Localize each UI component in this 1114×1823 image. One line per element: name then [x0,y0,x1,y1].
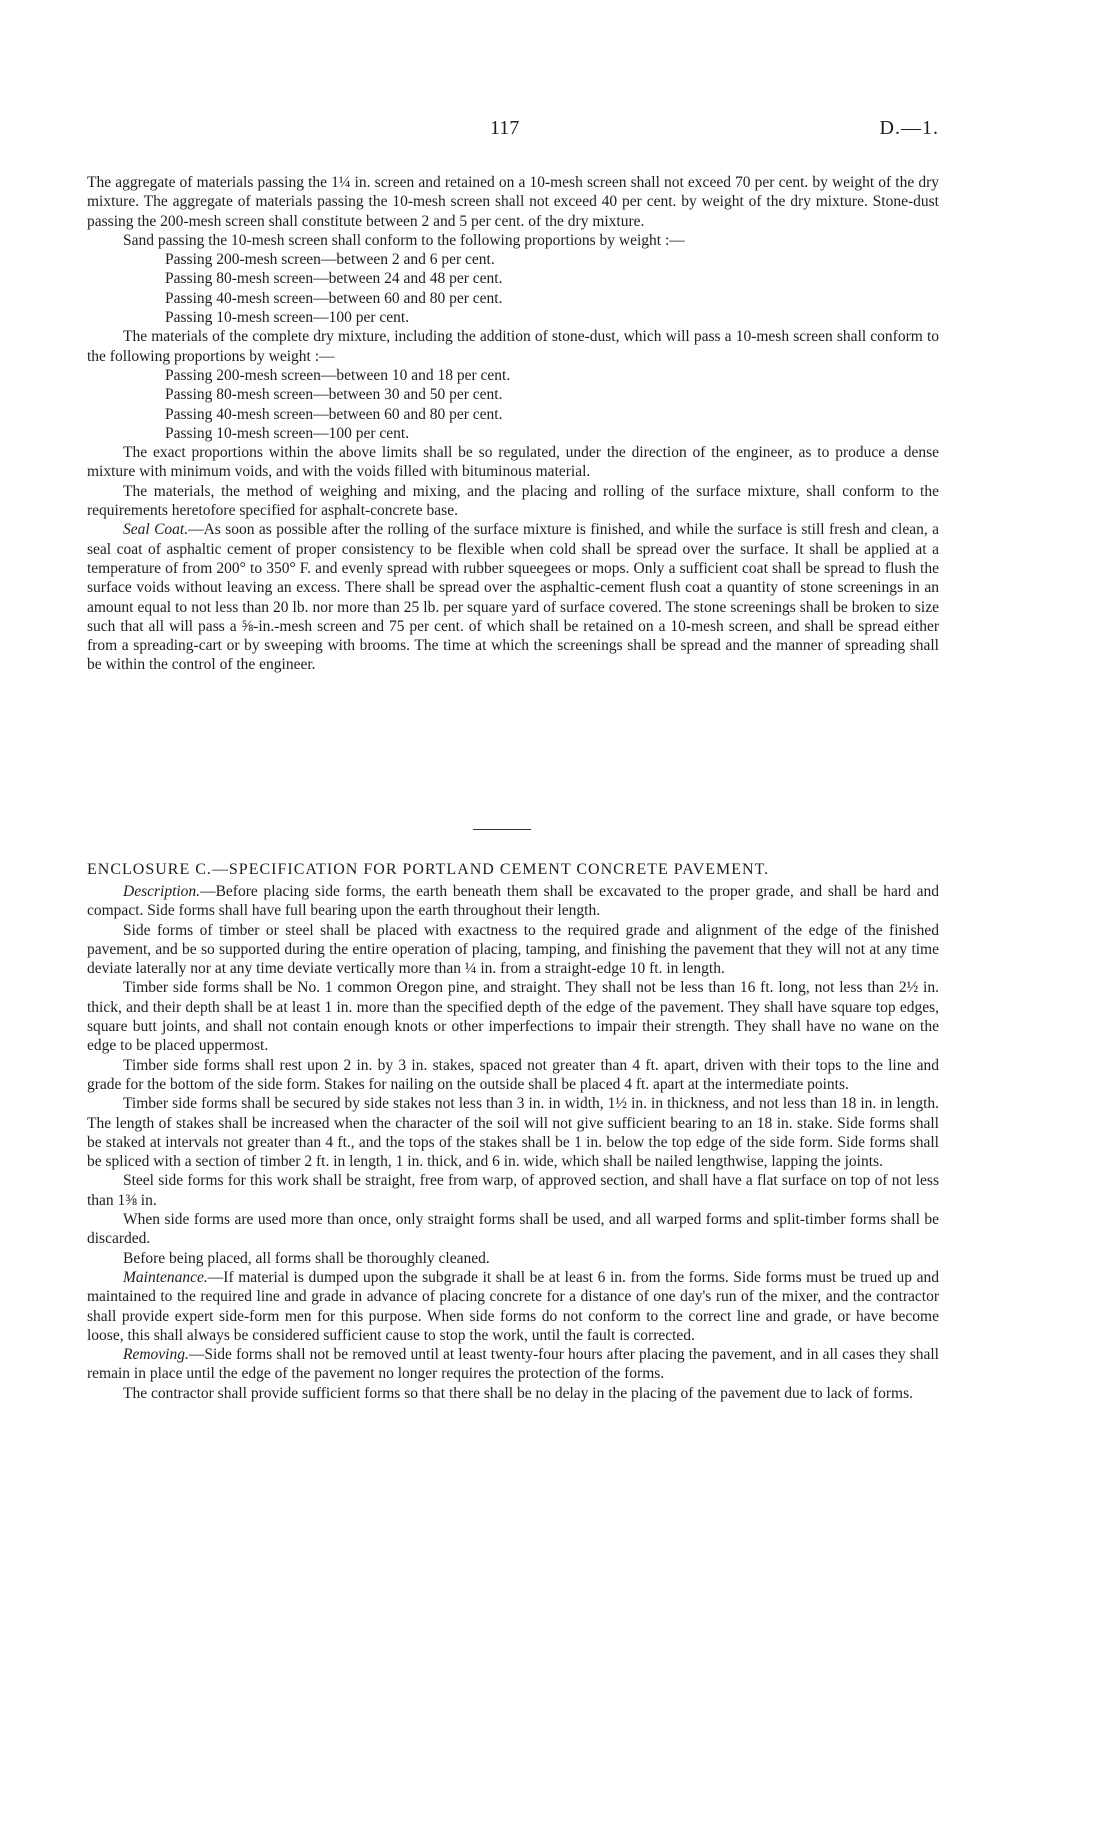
document-reference: D.—1. [879,117,939,139]
proportions-paragraph: The exact proportions within the above limits shall be so regulated, under the direction of the engineer, as to produce a dense mixture with minimum voids, and with the voids filled with bituminous material. [87,444,939,481]
section-heading: ENCLOSURE C.—SPECIFICATION FOR PORTLAND CEMENT CONCRETE PAVEMENT. [87,861,770,878]
seal-coat-label: Seal Coat. [123,521,189,539]
removing-paragraph [87,1345,939,1384]
cleaning-paragraph: Before being placed, all forms shall be thoroughly cleaned. [123,1249,490,1267]
list-item: Passing 10-mesh screen—100 per cent. [165,309,410,327]
list-item: Passing 10-mesh screen—100 per cent. [165,424,410,442]
list-item: Passing 200-mesh screen—between 10 and 18 per cent. [165,366,511,384]
sufficient-forms-paragraph: The contractor shall provide sufficient forms so that there shall be no delay in the placing of the pavement due to lack of forms. [123,1384,913,1402]
enclosure-c-specification [87,860,939,1403]
section-divider [473,829,531,830]
sand-proportions-list [87,250,939,327]
maintenance-paragraph [87,1268,939,1345]
description-text: —Before placing side forms, the earth beneath them shall be excavated to the proper grade, and shall be hard and compact. Side forms shall have full bearing upon the earth throughout their length. [87,883,939,920]
removing-text: —Side forms shall not be removed until at least twenty-four hours after placing the pavement, and in all cases they shall remain in place until the edge of the pavement no longer requires the protection of the forms. [87,1346,939,1383]
description-label: Description. [123,883,201,900]
list-item: Passing 80-mesh screen—between 24 and 48 per cent. [165,270,503,288]
maintenance-label: Maintenance. [123,1268,208,1286]
dry-mixture-list [87,366,939,443]
dry-mixture-intro: The materials of the complete dry mixture, including the addition of stone-dust, which will pass a 10-mesh screen shall conform to the following proportions by weight :— [87,328,939,365]
removing-label: Removing. [123,1346,189,1364]
side-forms-paragraph: Side forms of timber or steel shall be placed with exactness to the required grade and alignment of the edge of the finished pavement, and be so supported during the entire operation of placing, tamping, and finishing the pavement that they will not at any time deviate laterally nor at any time deviate vertically more than ¼ in. from a straight-edge 10 ft. in length. [87,921,939,978]
steel-forms-paragraph: Steel side forms for this work shall be straight, free from warp, of approved section, and shall have a flat surface on top of not less than 1⅜ in. [87,1172,939,1209]
list-item: Passing 40-mesh screen—between 60 and 80 per cent. [165,405,503,423]
asphalt-specification-continuation [87,173,939,675]
list-item: Passing 200-mesh screen—between 2 and 6 per cent. [165,251,495,269]
maintenance-text: —If material is dumped upon the subgrade it shall be at least 6 in. from the forms. Side forms must be trued up and maintained to the required line and grade in advance of placing concrete for a distance of one day's run of the mixer, and the contractor shall provide expert side-form men for this purpose. When side forms do not conform to the correct line and grade, or have become loose, this shall always be considered sufficient cause to stop the work, until the fault is corrected. [87,1268,939,1344]
description-paragraph [87,882,939,921]
seal-coat-text: —As soon as possible after the rolling of the surface mixture is finished, and while the surface is still fresh and clean, a seal coat of asphaltic cement of proper consistency to be flexible when cold shall be spread over the surface. It shall be applied at a temperature of from 200° to 350° F. and evenly spread with rubber squeegees or mops. Only a sufficient coat shall be spread to flush the surface voids without leaving an excess. There shall be spread over the asphaltic-cement flush coat a quantity of stone screenings in an amount equal to not less than 20 lb. nor more than 25 lb. per square yard of surface covered. The stone screenings shall be broken to size such that all will pass a ⅝-in.-mesh screen and 75 per cent. of which shall be retained on a 10-mesh screen, and shall be spread either from a spreading-cart or by sweeping with brooms. The time at which the screenings shall be spread and the manner of spreading shall be within the control of the engineer. [87,521,939,674]
page-number: 117 [490,117,520,139]
timber-forms-paragraph: Timber side forms shall be No. 1 common Oregon pine, and straight. They shall not be less than 16 ft. long, not less than 2½ in. thick, and their depth shall be at least 1 in. more than the specified depth of the edge of the pavement. They shall have square top edges, square butt joints, and shall not contain enough knots or other imperfections to impair their strength. They shall have no wane on the edge to be placed uppermost. [87,979,939,1055]
list-item: Passing 80-mesh screen—between 30 and 50 per cent. [165,386,503,404]
side-stakes-paragraph: Timber side forms shall be secured by side stakes not less than 3 in. in width, 1½ in. in thickness, and not less than 18 in. in length. The length of stakes shall be increased when the character of the soil will not give sufficient bearing to an 18 in. stake. Side forms shall be staked at intervals not greater than 4 ft., and the tops of the stakes shall be 1 in. below the top edge of the side form. Side forms shall be spliced with a section of timber 2 ft. in length, 1 in. thick, and 6 in. wide, which shall be nailed lengthwise, lapping the joints. [87,1095,939,1171]
sand-proportions-intro: Sand passing the 10-mesh screen shall conform to the following proportions by weight :— [123,231,685,249]
stakes-paragraph: Timber side forms shall rest upon 2 in. by 3 in. stakes, spaced not greater than 4 ft. apart, driven with their tops to the line and grade for the bottom of the side form. Stakes for nailing on the outside shall be placed 4 ft. apart at the intermediate points. [87,1056,939,1093]
aggregate-paragraph: The aggregate of materials passing the 1¼ in. screen and retained on a 10-mesh screen shall not exceed 70 per cent. by weight of the dry mixture. The aggregate of materials passing the 10-mesh screen shall not exceed 40 per cent. by weight of the dry mixture. Stone-dust passing the 200-mesh screen shall constitute between 2 and 5 per cent. of the dry mixture. [87,174,939,230]
reuse-forms-paragraph: When side forms are used more than once, only straight forms shall be used, and all warped forms and split-timber forms shall be discarded. [87,1211,939,1248]
list-item: Passing 40-mesh screen—between 60 and 80 per cent. [165,289,503,307]
materials-paragraph: The materials, the method of weighing and mixing, and the placing and rolling of the surface mixture, shall conform to the requirements heretofore specified for asphalt-concrete base. [87,482,939,520]
seal-coat-paragraph [87,520,939,674]
page-header [0,117,1114,143]
